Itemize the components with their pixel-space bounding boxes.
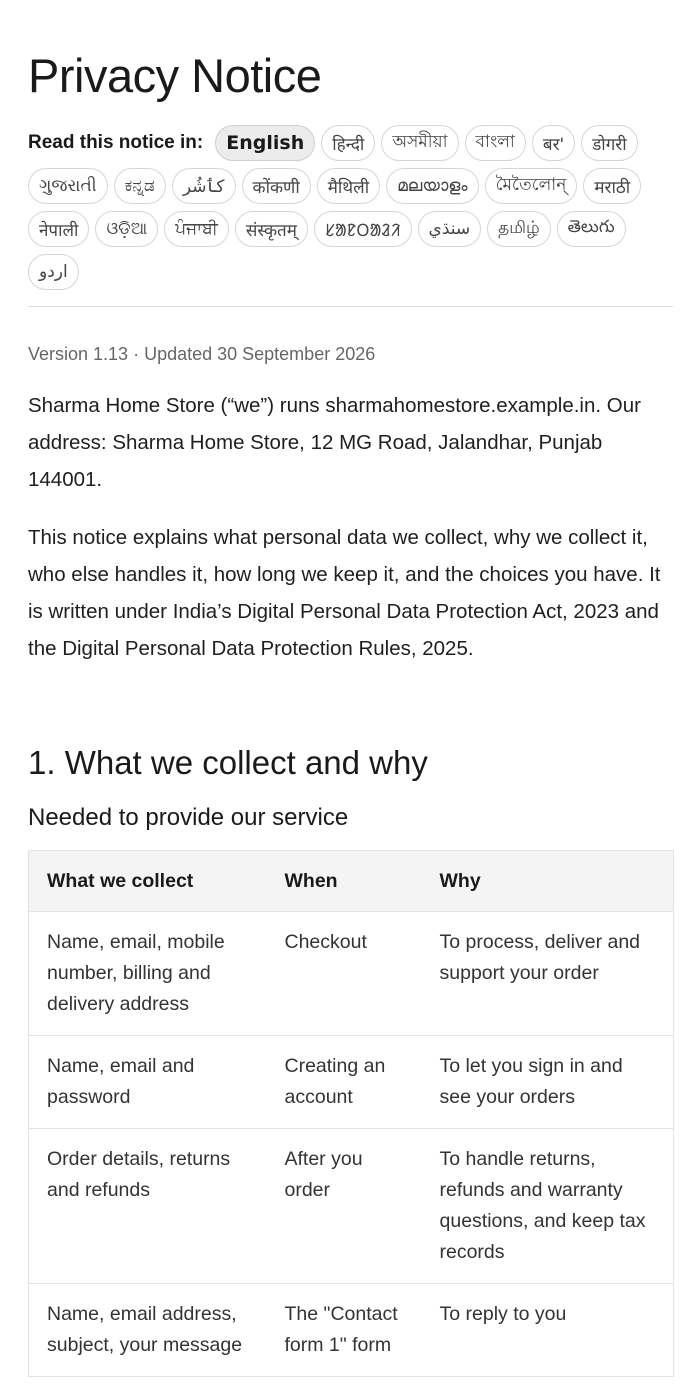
version-info: Version 1.13 · Updated 30 September 2026	[28, 344, 376, 364]
language-chip-english[interactable]: English	[215, 125, 315, 161]
language-selector-label: Read this notice in:	[28, 132, 204, 153]
table-row	[29, 1284, 674, 1377]
language-chip-tamil[interactable]: தமிழ்	[487, 211, 551, 247]
section-heading-collect: 1. What we collect and why	[28, 744, 428, 781]
table-cell-when: Creating an account	[284, 1055, 386, 1108]
column-header-what: What we collect	[29, 851, 267, 912]
language-chip-santali[interactable]: ᱥᱟᱱᱛᱟᱲᱤ	[314, 211, 412, 247]
table-cell-why: To handle returns, refunds and warranty questions, and keep tax records	[439, 1148, 646, 1263]
table-cell-why: To process, deliver and support your order	[439, 931, 641, 984]
language-chip-hindi[interactable]: हिन्दी	[321, 125, 375, 161]
language-selector	[28, 125, 673, 290]
data-collection-table	[28, 850, 674, 1377]
language-chip-gujarati[interactable]: ગુજરાતી	[28, 168, 108, 204]
language-chip-telugu[interactable]: తెలుగు	[557, 211, 626, 247]
language-chip-punjabi[interactable]: ਪੰਜਾਬੀ	[164, 211, 229, 247]
table-cell-what: Name, email address, subject, your message	[47, 1303, 243, 1356]
table-cell-when: Checkout	[284, 931, 367, 953]
language-chip-kannada[interactable]: ಕನ್ನಡ	[114, 168, 166, 204]
language-chip-konkani[interactable]: कोंकणी	[242, 168, 311, 204]
language-chip-malayalam[interactable]: മലയാളം	[386, 168, 478, 204]
table-header-row	[29, 851, 674, 912]
table-cell-what: Name, email, mobile number, billing and delivery address	[47, 931, 225, 1015]
language-chip-sindhi[interactable]: سنڌي	[418, 211, 482, 247]
table-row	[29, 912, 674, 1036]
page-title: Privacy Notice	[28, 49, 322, 102]
language-chip-assamese[interactable]: অসমীয়া	[381, 125, 458, 161]
table-cell-why: To reply to you	[439, 1303, 567, 1325]
language-chip-maithili[interactable]: मैथिली	[317, 168, 380, 204]
language-chip-bodo[interactable]: बर'	[532, 125, 575, 161]
table-cell-what: Name, email and password	[47, 1055, 195, 1108]
language-chip-nepali[interactable]: नेपाली	[28, 211, 89, 247]
language-chip-bengali[interactable]: বাংলা	[465, 125, 526, 161]
language-chip-sanskrit[interactable]: संस्कृतम्	[235, 211, 308, 247]
table-row	[29, 1129, 674, 1284]
language-chip-dogri[interactable]: डोगरी	[581, 125, 637, 161]
table-cell-what: Order details, returns and refunds	[47, 1148, 231, 1201]
header-divider	[28, 306, 673, 307]
table-row	[29, 1036, 674, 1129]
intro-paragraph: Sharma Home Store (“we”) runs sharmahomestore.example.in. Our address: Sharma Home Store, 12 MG Road, Jalandhar, Punjab 144001.	[28, 394, 641, 491]
language-chip-odia[interactable]: ଓଡ଼ିଆ	[95, 211, 158, 247]
table-cell-why: To let you sign in and see your orders	[439, 1055, 623, 1108]
language-chip-urdu[interactable]: اردو	[28, 254, 79, 290]
explanation-paragraph: This notice explains what personal data we collect, why we collect it, who else handles it, how long we keep it, and the choices you have. It is written under India’s Digital Personal Data Protection Act, 2023 and the Digital Personal Data Protection Rules, 2025.	[28, 526, 661, 660]
subheading-needed-for-service: Needed to provide our service	[28, 804, 349, 831]
language-chip-marathi[interactable]: मराठी	[583, 168, 641, 204]
column-header-why: Why	[422, 851, 674, 912]
language-chip-kashmiri[interactable]: كٲشُر	[172, 168, 236, 204]
column-header-when: When	[267, 851, 422, 912]
language-chip-manipuri[interactable]: মৈতৈলোন্	[485, 168, 578, 204]
table-cell-when: The "Contact form 1" form	[284, 1303, 398, 1356]
table-cell-when: After you order	[284, 1148, 363, 1201]
